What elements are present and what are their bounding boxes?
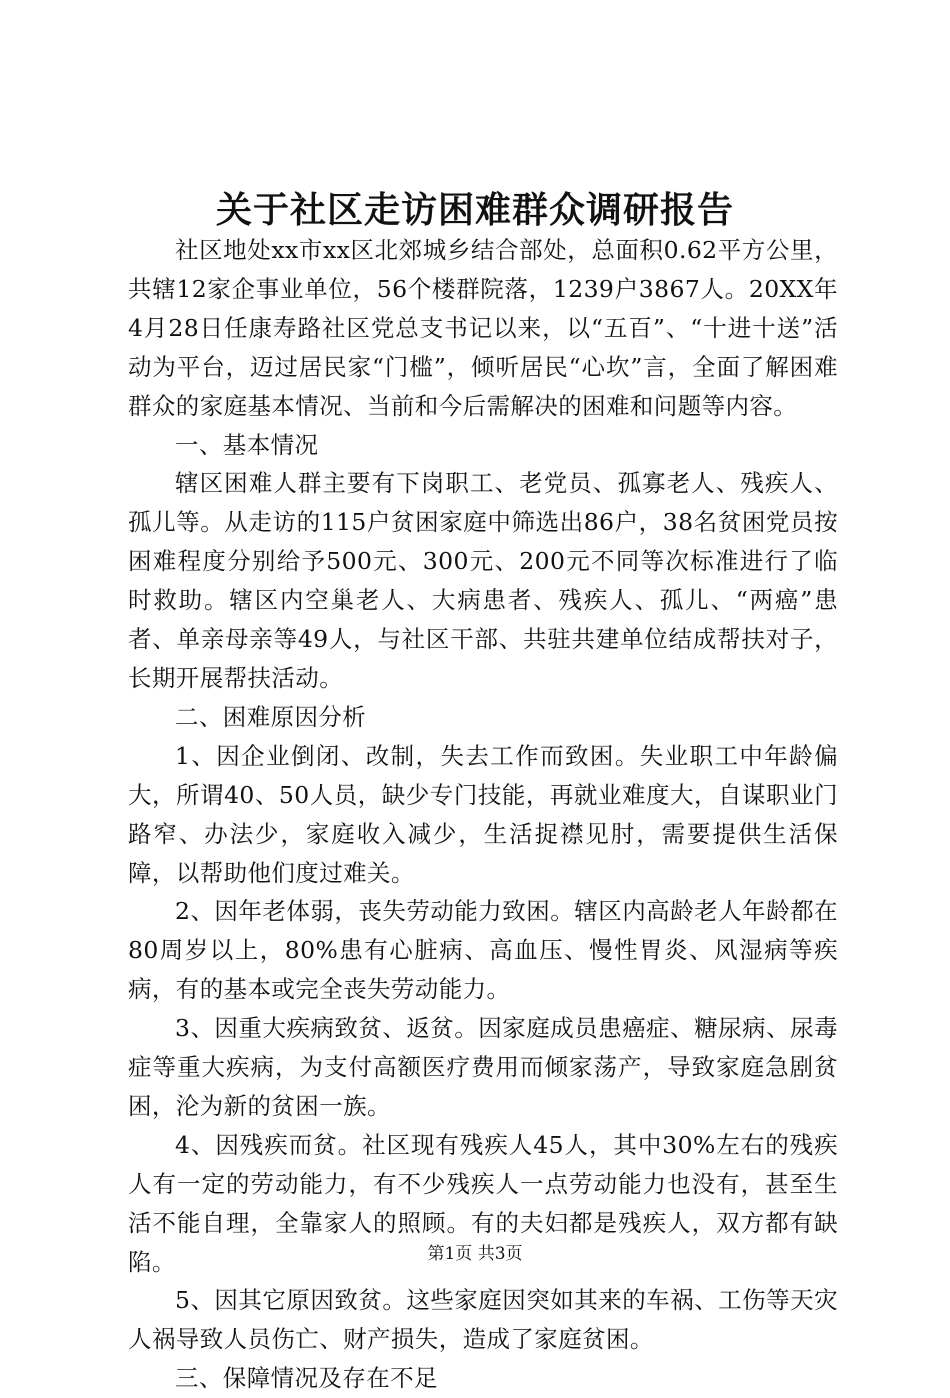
paragraph-cause-3: 3、因重大疾病致贫、返贫。因家庭成员患癌症、糖尿病、尿毒症等重大疾病，为支付高额医疗费用而倾家荡产，导致家庭急剧贫困，沦为新的贫困一族。 [128,1014,838,1120]
paragraph-cause-2: 2、因年老体弱，丧失劳动能力致困。辖区内高龄老人年龄都在80周岁以上，80%患有心脏病、高血压、慢性胃炎、风湿病等疾病，有的基本或完全丧失劳动能力。 [128,897,838,1004]
section-heading-basic-situation: 一、基本情况 [175,430,319,459]
page-footer: 第1页 共3页 [427,1244,523,1264]
document-body [128,231,838,1398]
section-heading-guarantee: 三、保障情况及存在不足 [175,1364,438,1393]
paragraph-cause-4: 4、因残疾而贫。社区现有残疾人45人，其中30%左右的残疾人有一定的劳动能力，有不少残疾人一点劳动能力也没有，甚至生活不能自理，全靠家人的照顾。有的夫妇都是残疾人，双方都有缺陷。 [128,1130,838,1276]
paragraph-basic-situation: 辖区困难人群主要有下岗职工、老党员、孤寡老人、残疾人、孤儿等。从走访的115户贫困家庭中筛选出86户，38名贫困党员按困难程度分别给予500元、300元、200元不同等次标准进行了临时救助。辖区内空巢老人、大病患者、残疾人、孤儿、“两癌”患者、单亲母亲等49人，与社区干部、共驻共建单位结成帮扶对子，长期开展帮扶活动。 [128,469,838,692]
paragraph-cause-1: 1、因企业倒闭、改制，失去工作而致困。失业职工中年龄偏大，所谓40、50人员，缺少专门技能，再就业难度大，自谋职业门路窄、办法少，家庭收入减少，生活捉襟见肘，需要提供生活保障，以帮助他们度过难关。 [128,741,838,887]
section-heading-cause-analysis: 二、困难原因分析 [175,702,367,731]
paragraph-intro: 社区地处xx市xx区北郊城乡结合部处，总面积0.62平方公里，共辖12家企事业单位，56个楼群院落，1239户3867人。20XX年4月28日任康寿路社区党总支书记以来，以“五百”、“十进十送”活动为平台，迈过居民家“门槛”，倾听居民“心坎”言，全面了解困难群众的家庭基本情况、当前和今后需解决的困难和问题等内容。 [128,236,838,420]
paragraph-cause-5: 5、因其它原因致贫。这些家庭因突如其来的车祸、工伤等天灾人祸导致人员伤亡、财产损失，造成了家庭贫困。 [128,1286,838,1354]
document-title: 关于社区走访困难群众调研报告 [215,189,734,231]
